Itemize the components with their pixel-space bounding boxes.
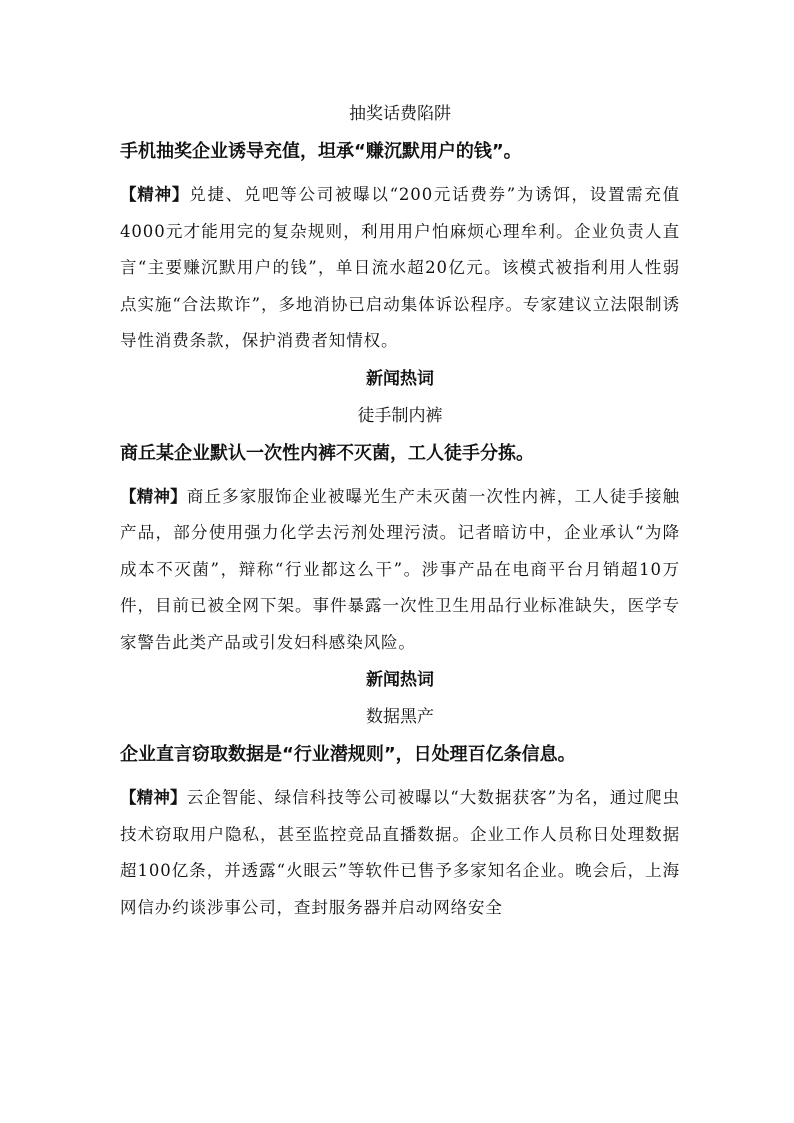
- section-body: [120, 479, 680, 662]
- section-heading: 新闻热词: [366, 670, 434, 690]
- section-heading: 新闻热词: [366, 368, 434, 389]
- section-topic: 抽奖话费陷阱: [349, 104, 451, 124]
- news-section: [120, 365, 680, 662]
- body-text: 商丘多家服饰企业被曝光生产未灭菌一次性内裤，工人徒手接触产品，部分使用强力化学去污剂处理污渍。记者暗访中，企业承认“为降成本不灭菌”，辩称“行业都这么干”。涉事产品在电商平台月销超10万件，目前已被全网下架。事件暴露一次性卫生用品行业标准缺失，医学专家警告此类产品或引发妇科感染风险。: [120, 486, 681, 652]
- news-section: [120, 100, 680, 360]
- section-topic: 徒手制内裤: [357, 405, 443, 426]
- section-body: [120, 177, 680, 360]
- news-section: [120, 666, 680, 926]
- section-headline: 企业直言窃取数据是“行业潜规则”，日处理百亿条信息。: [120, 744, 576, 765]
- spirit-tag: 【精神】: [120, 486, 187, 506]
- spirit-tag: 【精神】: [120, 185, 190, 204]
- section-body: [120, 780, 680, 926]
- section-headline: 商丘某企业默认一次性内裤不灭菌，工人徒手分拣。: [120, 442, 534, 464]
- spirit-tag: 【精神】: [120, 788, 187, 807]
- body-text: 云企智能、绿信科技等公司被曝以“大数据获客”为名，通过爬虫技术窃取用户隐私，甚至监控竞品直播数据。企业工作人员称日处理数据超100亿条，并透露“火眼云”等软件已售予多家知名企业。晚会后，上海网信办约谈涉事公司，查封服务器并启动网络安全: [120, 788, 680, 917]
- body-text: 兑捷、兑吧等公司被曝以“200元话费券”为诱饵，设置需充值4000元才能用完的复杂规则，利用用户怕麻烦心理牟利。企业负责人直言“主要赚沉默用户的钱”，单日流水超20亿元。该模式被指利用人性弱点实施“合法欺诈”，多地消协已启动集体诉讼程序。专家建议立法限制诱导性消费条款，保护消费者知情权。: [120, 185, 680, 350]
- section-headline: 手机抽奖企业诱导充值，坦承“赚沉默用户的钱”。: [120, 141, 522, 162]
- document-content: [120, 100, 680, 931]
- section-topic: 数据黑产: [366, 707, 434, 727]
